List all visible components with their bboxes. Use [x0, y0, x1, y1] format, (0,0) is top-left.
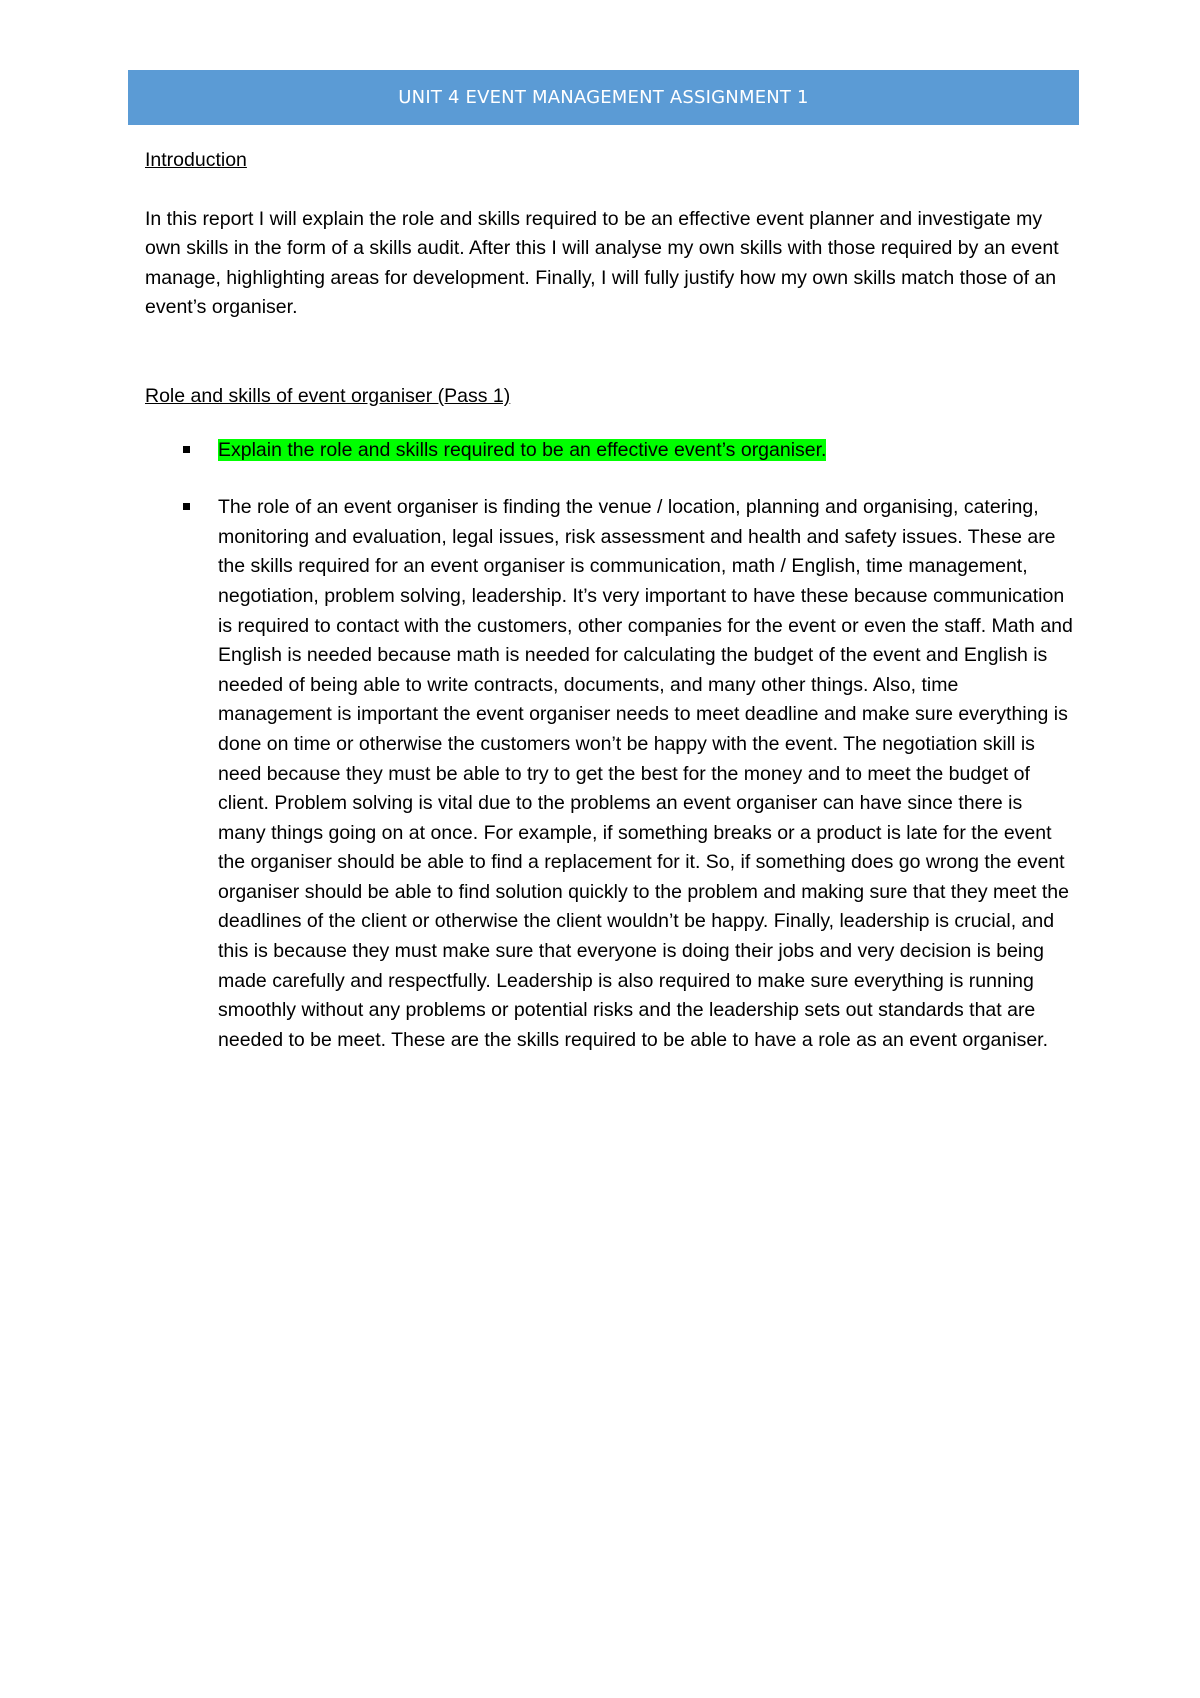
square-bullet-icon [183, 503, 190, 510]
list-item [145, 436, 1075, 466]
role-skills-heading: Role and skills of event organiser (Pass 1) [145, 384, 511, 407]
document-body [145, 146, 1075, 1083]
square-bullet-icon [183, 446, 190, 453]
list-item [145, 493, 1075, 1055]
highlighted-task-text: Explain the role and skills required to be an effective event’s organiser. [218, 438, 827, 461]
header-bar [128, 70, 1079, 125]
introduction-heading: Introduction [145, 149, 247, 171]
bullet-list [145, 436, 1075, 1056]
role-description-text: The role of an event organiser is finding the venue / location, planning and organising, catering, monitoring and evaluation, legal issues, risk assessment and health and safety issues. These are the skills required for an event organiser is communication, math / English, time management, negotiation, problem solving, leadership. It’s very important to have these because communication is required to contact with the customers, other companies for the event or even the staff. Math and English is needed because math is needed for calculating the budget of the event and English is needed of being able to write contracts, documents, and many other things. Also, time management is important the event organiser needs to meet deadline and make sure everything is done on time or otherwise the customers won’t be happy with the event. The negotiation skill is need because they must be able to try to get the best for the money and to meet the budget of client. Problem solving is vital due to the problems an event organiser can have since there is many things going on at once. For example, if something breaks or a product is late for the event the organiser should be able to find a replacement for it. So, if something does go wrong the event organiser should be able to find solution quickly to the problem and making sure that they meet the deadlines of the client or otherwise the client wouldn’t be happy. Finally, leadership is crucial, and this is because they must make sure that everyone is doing their jobs and very decision is being made carefully and respectfully. Leadership is also required to make sure everything is running smoothly without any problems or potential risks and the leadership sets out standards that are needed to be meet. These are the skills required to be able to have a role as an event organiser. [218, 496, 1073, 1051]
introduction-paragraph: In this report I will explain the role and skills required to be an effective event planner and investigate my own skills in the form of a skills audit. After this I will analyse my own skills with those required by an event manage, highlighting areas for development. Finally, I will fully justify how my own skills match those of an event’s organiser. [145, 207, 1059, 319]
document-title: UNIT 4 EVENT MANAGEMENT ASSIGNMENT 1 [398, 87, 809, 108]
